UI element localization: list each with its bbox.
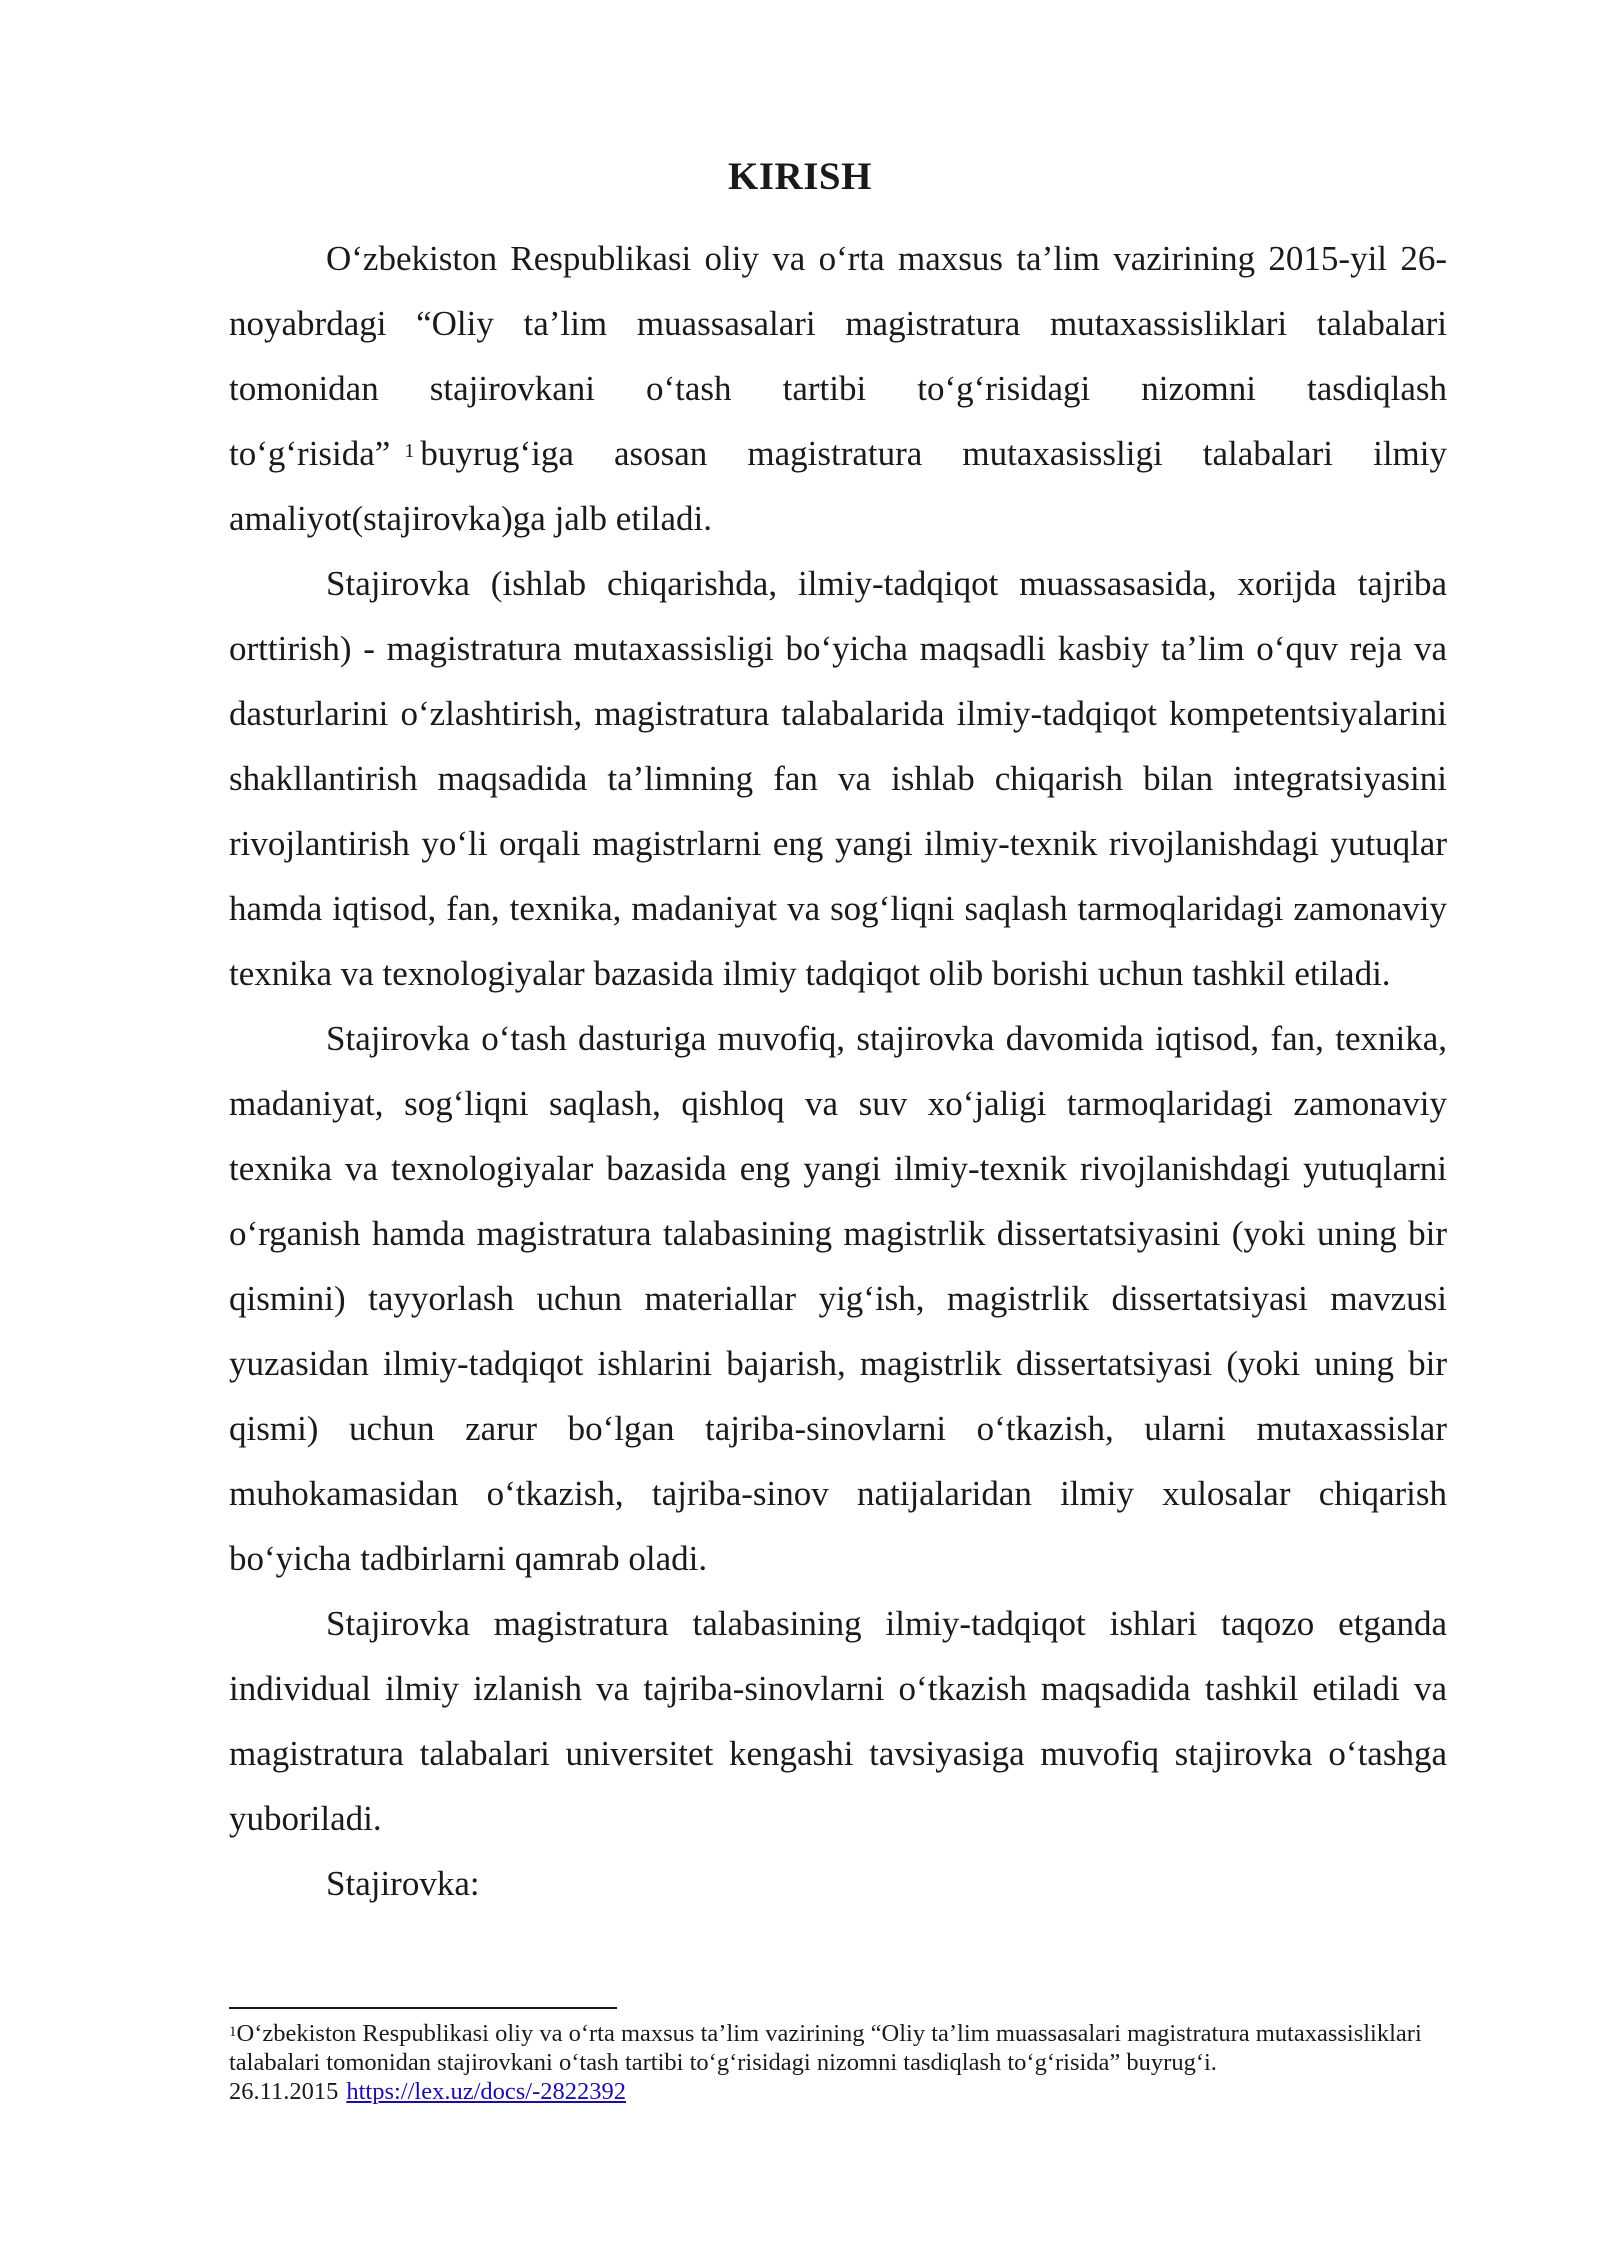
paragraph-4: Stajirovka magistratura talabasining ilmiy-tadqiqot ishlari taqozo etganda individual ilmiy izlanish va tajriba-sinovlarni o‘tkazish maqsadida tashkil etiladi va magistratura talabalari universitet kengashi tavsiyasiga muvofiq stajirovka o‘tashga yuboriladi. — [229, 1604, 1447, 1838]
paragraph-1 — [229, 226, 1447, 551]
paragraph-3: Stajirovka o‘tash dasturiga muvofiq, stajirovka davomida iqtisod, fan, texnika, madaniyat, sog‘liqni saqlash, qishloq va suv xo‘jaligi tarmoqlaridagi zamonaviy texnika va texnologiyalar bazasida eng yangi ilmiy-texnik rivojlanishdagi yutuqlarni o‘rganish hamda magistratura talabasining magistrlik dissertatsiyasini (yoki uning bir qismini) tayyorlash uchun materiallar yig‘ish, magistrlik dissertatsiyasi mavzusi yuzasidan ilmiy-tadqiqot ishlarini bajarish, magistrlik dissertatsiyasi (yoki uning bir qismi) uchun zarur bo‘lgan tajriba-sinovlarni o‘tkazish, ularni mutaxassislar muhokamasidan o‘tkazish, tajriba-sinov natijalaridan ilmiy xulosalar chiqarish bo‘yicha tadbirlarni qamrab oladi. — [229, 1019, 1447, 1578]
body-text — [229, 226, 1447, 1916]
footnote-text: O‘zbekiston Respublikasi oliy va o‘rta maxsus ta’lim vazirining “Oliy ta’lim muassasalari magistratura mutaxassisliklari talabalari tomonidan stajirovkani o‘tash tartibi to‘g‘risidagi nizomni tasdiqlash to‘g‘risida” buyrug‘i. 26.11.2015 — [229, 2020, 1422, 2105]
footnote — [229, 2019, 1447, 2106]
paragraph-1-text-b: buyrug‘iga asosan magistratura mutaxasissligi talabalari ilmiy amaliyot(stajirovka)ga jalb etiladi. — [229, 434, 1447, 538]
footnote-link[interactable]: https://lex.uz/docs/-2822392 — [346, 2078, 627, 2105]
paragraph-2: Stajirovka (ishlab chiqarishda, ilmiy-tadqiqot muassasasida, xorijda tajriba orttirish) - magistratura mutaxassisligi bo‘yicha maqsadli kasbiy ta’lim o‘quv reja va dasturlarini o‘zlashtirish, magistratura talabalarida ilmiy-tadqiqot kompetentsiyalarini shakllantirish maqsadida ta’limning fan va ishlab chiqarish bilan integratsiyasini rivojlantirish yo‘li orqali magistrlarni eng yangi ilmiy-texnik rivojlanishdagi yutuqlar hamda iqtisod, fan, texnika, madaniyat va sog‘liqni saqlash tarmoqlaridagi zamonaviy texnika va texnologiyalar bazasida ilmiy tadqiqot olib borishi uchun tashkil etiladi. — [229, 564, 1447, 993]
footnote-divider — [229, 2007, 617, 2009]
footnote-reference[interactable]: 1 — [404, 440, 415, 462]
footnote-number: 1 — [229, 2024, 237, 2040]
paragraph-1-text-a: O‘zbekiston Respublikasi oliy va o‘rta maxsus ta’lim vazirining 2015-yil 26-noyabrdagi “Oliy ta’lim muassasalari magistratura mutaxassisliklari talabalari tomonidan stajirovkani o‘tash tartibi to‘g‘risidagi nizomni tasdiqlash to‘g‘risida” — [229, 239, 1447, 473]
paragraph-5: Stajirovka: — [326, 1864, 480, 1903]
page-heading: KIRISH — [728, 155, 872, 198]
